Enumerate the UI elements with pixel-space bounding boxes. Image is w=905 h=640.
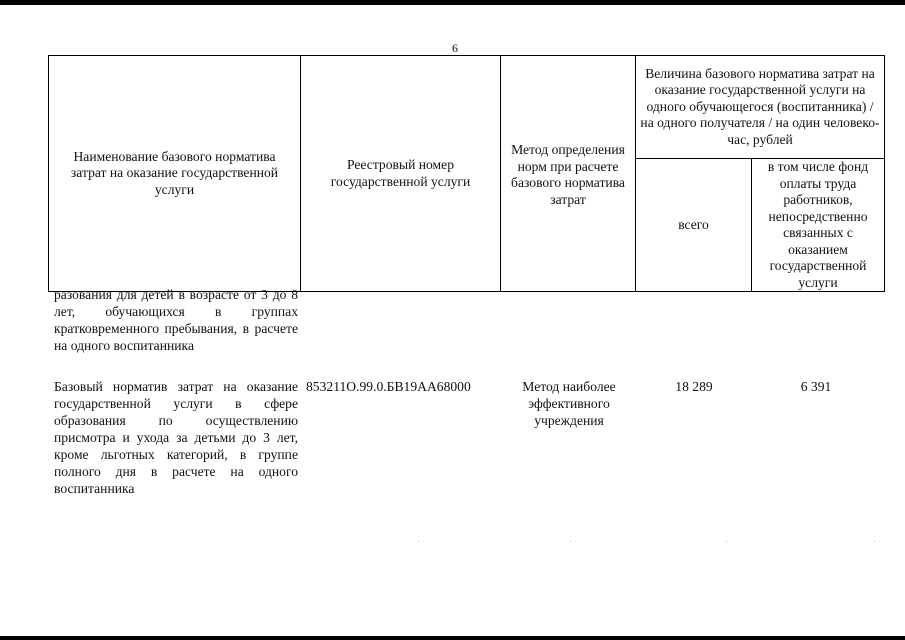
header-registry: Реестровый номер государственной услуги: [301, 56, 501, 292]
header-name: Наименование базового норматива затрат на оказание государственной услуги: [49, 56, 301, 292]
row-2-method: Метод наиболее эффективного учреждения: [522, 379, 616, 428]
row-2-total: 18 289: [675, 379, 713, 394]
row-2-registry: 853211О.99.0.БВ19АА68000: [306, 379, 471, 394]
row-1-name: разования для детей в возрасте от 3 до 8 лет, обучающихся в группах кратковременного пребывания, в расчете на одного воспитанника: [54, 287, 298, 353]
page-number: 6: [452, 41, 458, 55]
page-bottom-edge: [0, 636, 905, 640]
header-value: Величина базового норматива затрат на оказание государственной услуги на одного обучающегося (воспитанника) / на одного получателя / на один человеко-час, рублей: [636, 56, 885, 159]
row-2-name: Базовый норматив затрат на оказание государственной услуги в сфере образования по осуществлению присмотра и ухода за детьми до 3 лет, кроме льготных категорий, в группе полного дня в расчете на одного воспитанника: [54, 379, 298, 496]
header-wage: в том числе фонд оплаты труда работников, непосредственно связанных с оказанием государственной услуги: [752, 159, 885, 292]
row-2-wage: 6 391: [800, 379, 832, 394]
page-top-edge: [0, 0, 905, 5]
header-method: Метод определения норм при расчете базового норматива затрат: [501, 56, 636, 292]
header-table: [48, 55, 885, 292]
header-total: всего: [636, 159, 752, 292]
